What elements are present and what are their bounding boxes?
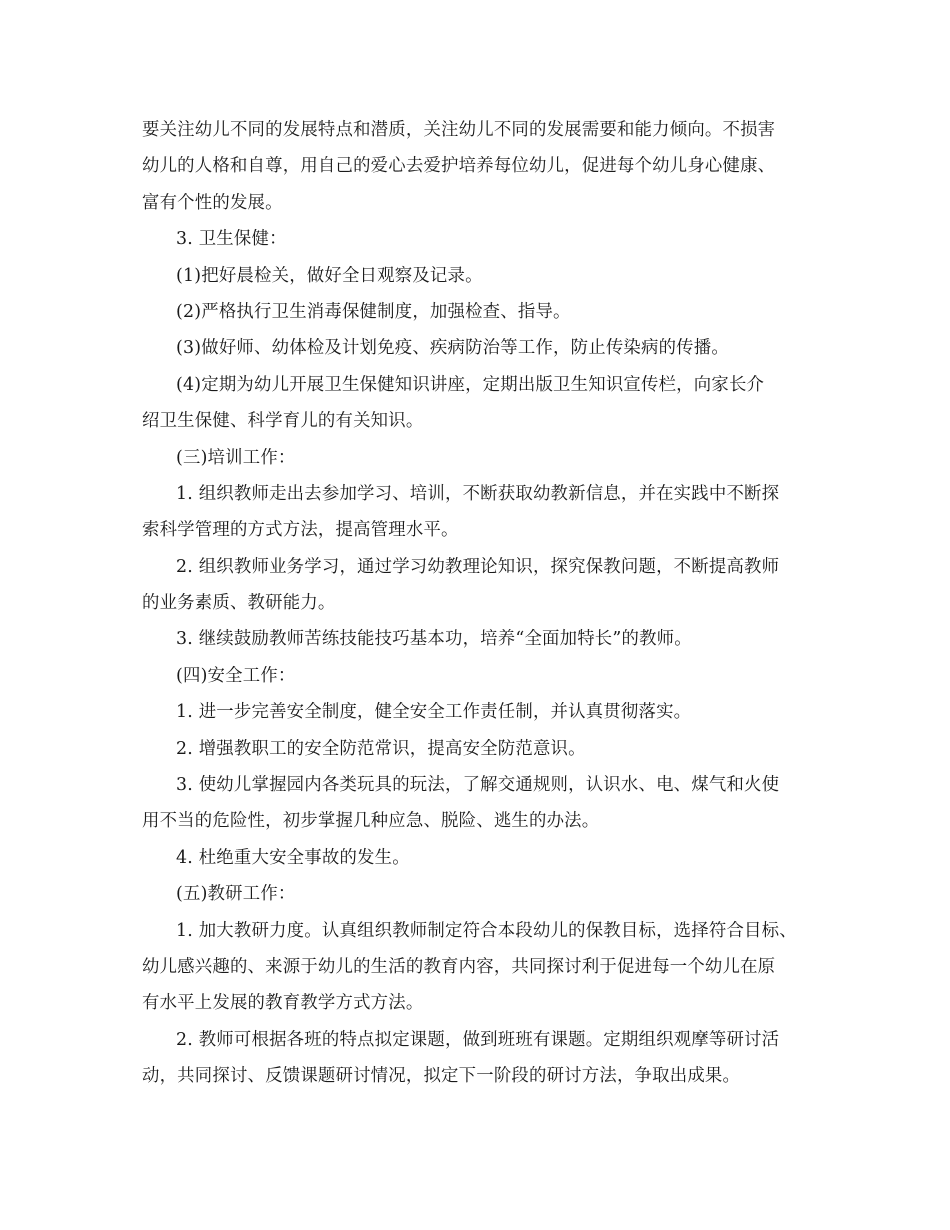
text-line: 索科学管理的方式方法，提高管理水平。 [142,520,459,541]
list-item: 2. 教师可根据各班的特点拟定课题，做到班班有课题。定期组织观摩等研讨活 [176,1029,780,1050]
list-item: 3. 继续鼓励教师苦练技能技巧基本功，培养“全面加特长”的教师。 [176,629,692,650]
document-page [142,112,827,1095]
text-line: 幼儿感兴趣的、来源于幼儿的生活的教育内容，共同探讨利于促进每一个幼儿在原 [142,956,776,977]
list-item: 2. 组织教师业务学习，通过学习幼教理论知识，探究保教问题，不断提高教师 [176,556,780,577]
text-line: 绍卫生保健、科学育儿的有关知识。 [142,411,424,432]
text-line: 的业务素质、教研能力。 [142,593,336,614]
text-line: 动，共同探讨、反馈课题研讨情况，拟定下一阶段的研讨方法，争取出成果。 [142,1066,741,1087]
list-item: (1)把好晨检关，做好全日观察及记录。 [176,265,483,286]
list-item: (3)做好师、幼体检及计划免疫、疾病防治等工作，防止传染病的传播。 [176,338,729,359]
section-heading: (五)教研工作： [176,884,296,905]
list-item: 2. 增强教职工的安全防范常识，提高安全防范意识。 [176,738,586,759]
section-heading: (四)安全工作： [176,665,296,686]
list-item: 1. 组织教师走出去参加学习、培训，不断获取幼教新信息，并在实践中不断探 [176,483,780,504]
list-item: (4)定期为幼儿开展卫生保健知识讲座，定期出版卫生知识宣传栏，向家长介 [176,374,765,395]
section-heading: 3. 卫生保健： [176,229,287,250]
list-item: 3. 使幼儿掌握园内各类玩具的玩法，了解交通规则，认识水、电、煤气和火使 [176,775,780,796]
list-item: 1. 进一步完善安全制度，健全安全工作责任制，并认真贯彻落实。 [176,702,692,723]
list-item: (2)严格执行卫生消毒保健制度，加强检查、指导。 [176,301,571,322]
text-line: 要关注幼儿不同的发展特点和潜质，关注幼儿不同的发展需要和能力倾向。不损害 [142,120,776,140]
section-heading: (三)培训工作： [176,447,296,468]
text-line: 幼儿的人格和自尊，用自己的爱心去爱护培养每位幼儿，促进每个幼儿身心健康、 [142,156,776,177]
list-item: 1. 加大教研力度。认真组织教师制定符合本段幼儿的保教目标，选择符合目标、 [176,920,797,941]
text-line: 用不当的危险性，初步掌握几种应急、脱险、逃生的办法。 [142,811,600,832]
list-item: 4. 杜绝重大安全事故的发生。 [176,847,410,868]
text-line: 富有个性的发展。 [142,192,283,213]
text-line: 有水平上发展的教育教学方式方法。 [142,993,424,1014]
